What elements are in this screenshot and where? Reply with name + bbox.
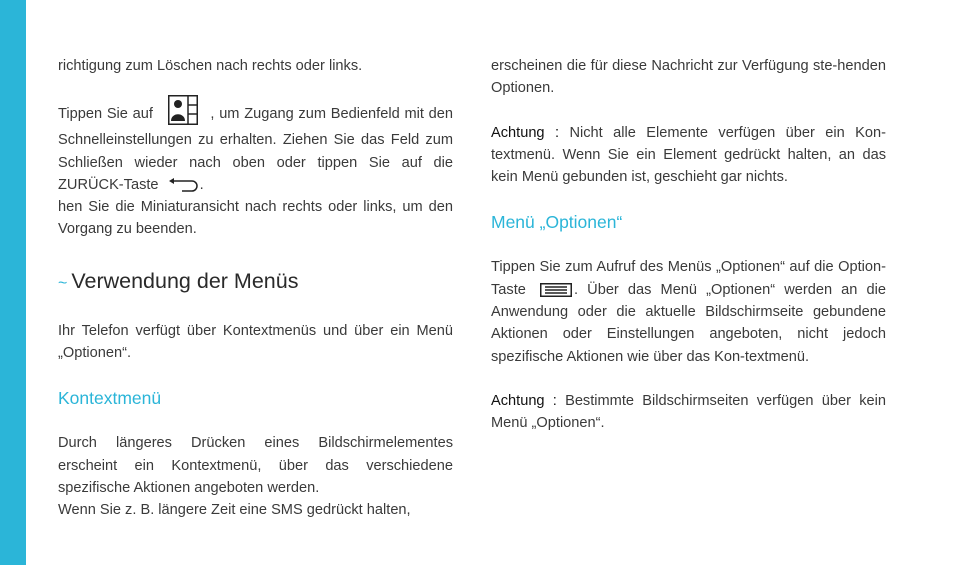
section-heading: [58, 267, 453, 298]
back-arrow-icon: [168, 178, 198, 192]
options-menu-text-b: . Über das Menü „Optionen“ werden an die Anwendung oder die aktuelle Bildschirmseite gebundene Aktionen oder Einstellungen angeboten, nicht jedoch spezifische Aktionen wie über das Kon-textmenü.: [491, 281, 886, 365]
paragraph-quick-settings: [58, 99, 453, 196]
note-label: Achtung :: [491, 124, 560, 141]
note-text: Bestimmte Bildschirmseiten verfügen über kein Menü „Optionen“.: [491, 392, 886, 432]
paragraph-thumbnail: hen Sie die Miniaturansicht nach rechts oder links, um den Vorgang zu beenden.: [58, 199, 453, 238]
heading-text: Verwendung der Menüs: [71, 268, 299, 293]
quick-settings-text-a: Tippen Sie auf: [58, 106, 153, 123]
menu-icon: [540, 283, 572, 297]
paragraph-context-menu: Durch längeres Drücken eines Bildschirmelementes erscheint ein Kontextmenü, über das verschiedene spezifische Aktionen angeboten werden.: [58, 435, 453, 496]
note-label: Achtung :: [491, 392, 557, 409]
paragraph-sms-example: Wenn Sie z. B. längere Zeit eine SMS gedrückt halten,: [58, 502, 411, 519]
paragraph-message-options: erscheinen die für diese Nachricht zur Verfügung ste-henden Optionen.: [491, 58, 886, 97]
note-context-menu: [491, 122, 886, 189]
accent-sidebar: [0, 0, 26, 565]
quick-settings-text-b: , um Zugang zum Bedienfeld mit den Schnelleinstellungen zu erhalten. Ziehen Sie das Feld zum Schließen wieder nach oben oder tippen Sie auf die ZURÜCK-Taste: [58, 106, 453, 193]
note-options-menu: [491, 390, 886, 435]
note-text: Nicht alle Elemente verfügen über ein Kon-textmenü. Wenn Sie ein Element gedrückt halten, an das kein Menü gebunden ist, geschieht gar nichts.: [491, 124, 886, 186]
options-menu-text-a: Tippen Sie zum Aufruf des Menüs „Optionen“ auf die Option-Taste: [491, 259, 886, 298]
left-column: [58, 55, 453, 522]
paragraph-delete-gesture: richtigung zum Löschen nach rechts oder links.: [58, 58, 363, 74]
subheading-options-menu: Menü „Optionen“: [491, 212, 623, 233]
paragraph-menus-intro: Ihr Telefon verfügt über Kontextmenüs und über ein Menü „Optionen“.: [58, 322, 453, 362]
subheading-context-menu: Kontextmenü: [58, 388, 162, 409]
paragraph-options-menu: [491, 256, 886, 367]
heading-marker: ~: [58, 274, 68, 292]
right-column: [491, 55, 886, 435]
quick-settings-text-c: .: [199, 176, 204, 193]
contact-card-icon: [168, 95, 198, 125]
